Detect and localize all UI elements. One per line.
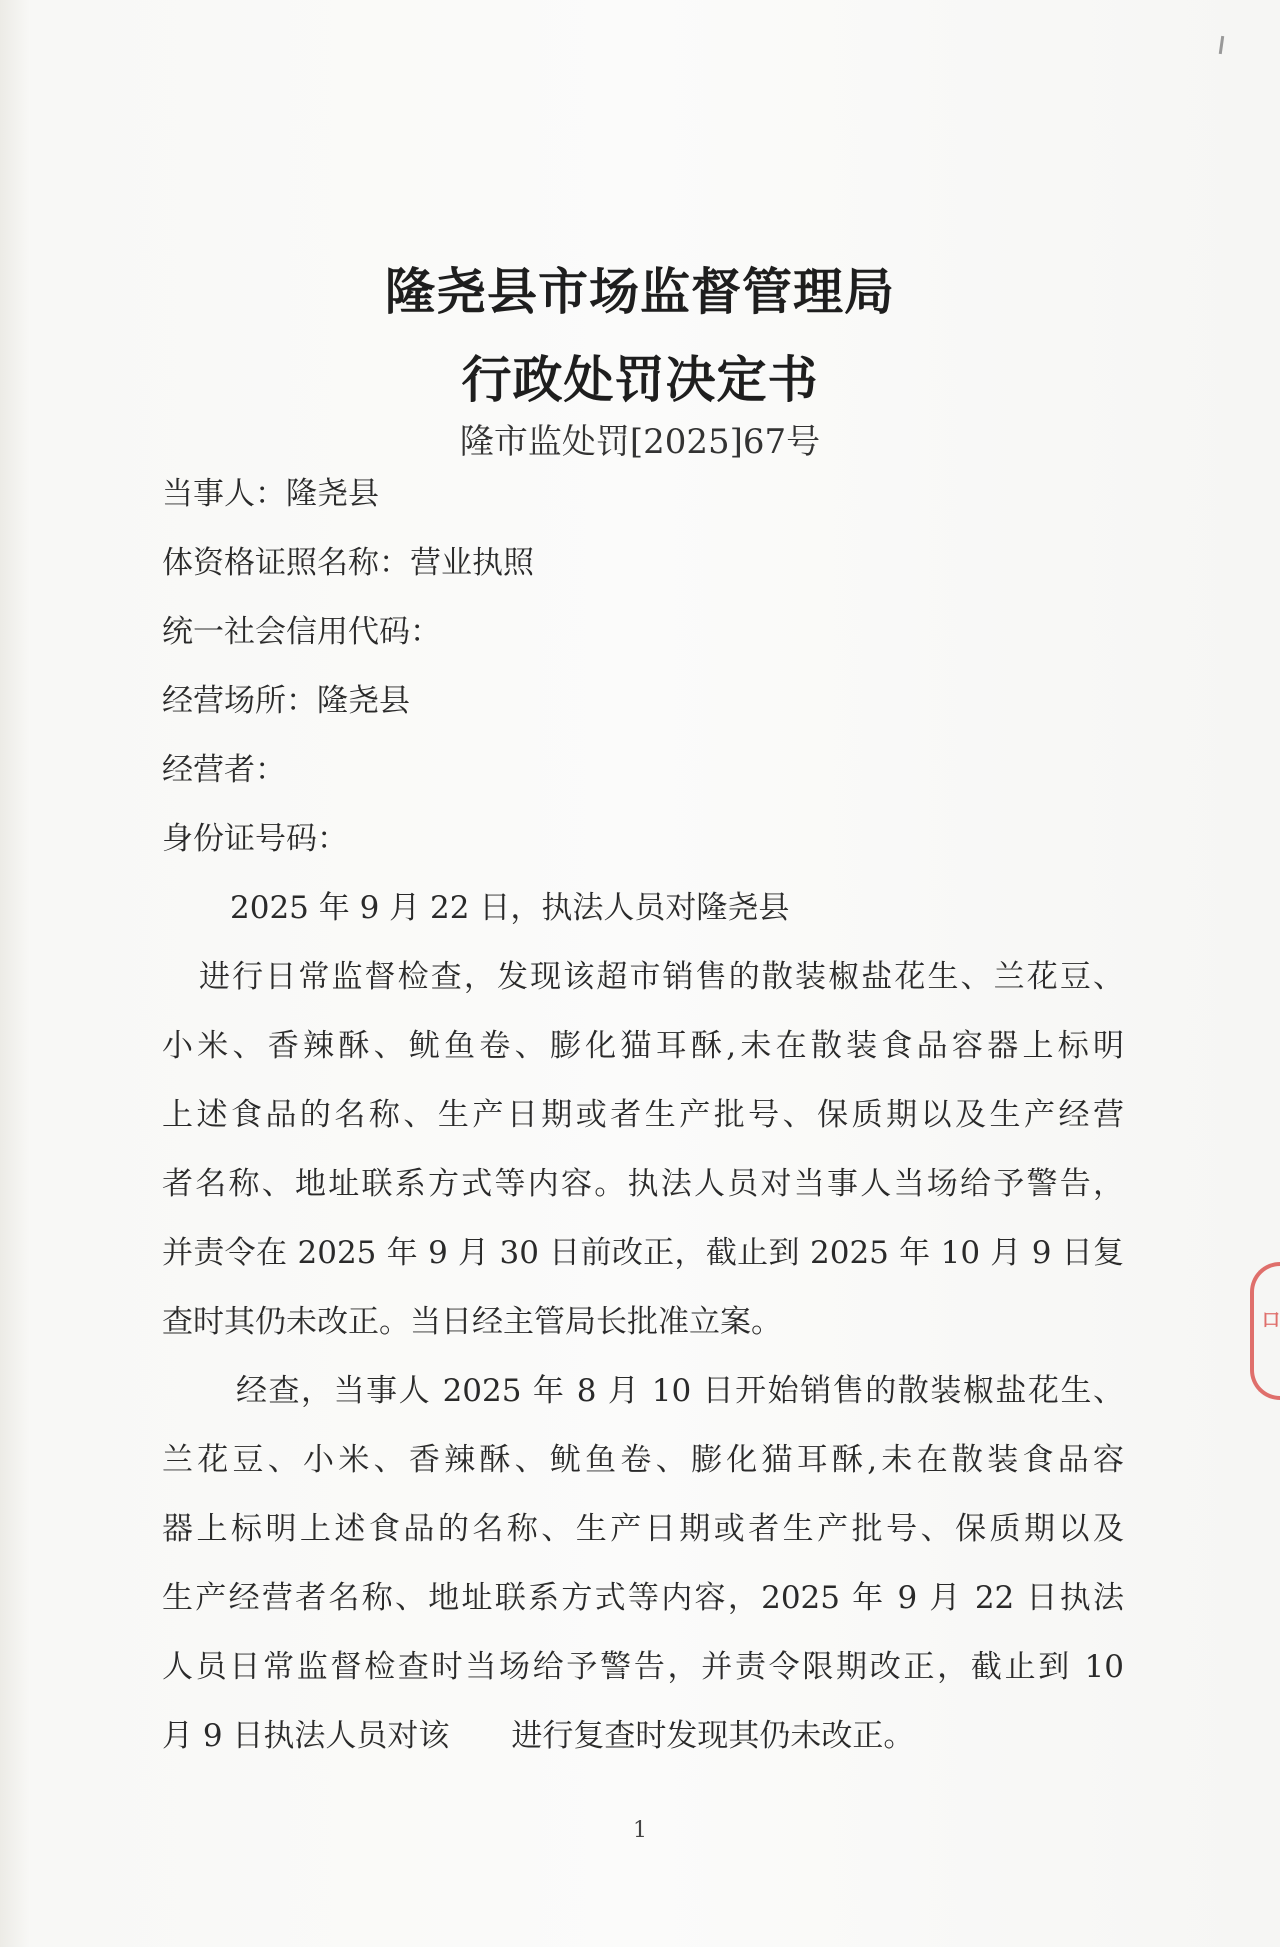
paragraph-line: 兰花豆、小米、香辣酥、鱿鱼卷、膨化猫耳酥,未在散装食品容 bbox=[162, 1442, 1124, 1478]
official-seal-fragment bbox=[1250, 1262, 1280, 1400]
paragraph-line: 上述食品的名称、生产日期或者生产批号、保质期以及生产经营 bbox=[162, 1097, 1124, 1133]
scan-mark bbox=[1219, 36, 1224, 54]
field-license-name: 体资格证照名称：营业执照 bbox=[162, 545, 534, 581]
field-credit-code: 统一社会信用代码： bbox=[162, 614, 441, 650]
paragraph-line: 器上标明上述食品的名称、生产日期或者生产批号、保质期以及 bbox=[162, 1511, 1124, 1547]
document-number: 隆市监处罚[2025]67号 bbox=[459, 422, 821, 462]
field-premises: 经营场所：隆尧县 bbox=[162, 683, 410, 719]
paragraph-line: 2025 年 9 月 22 日，执法人员对隆尧县 bbox=[230, 890, 790, 926]
agency-title: 隆尧县市场监督管理局 bbox=[385, 262, 895, 321]
paragraph-line: 并责令在 2025 年 9 月 30 日前改正，截止到 2025 年 10 月 9 日复 bbox=[162, 1235, 1124, 1271]
page-number: 1 bbox=[633, 1818, 647, 1843]
paragraph-line: 人员日常监督检查时当场给予警告，并责令限期改正，截止到 10 bbox=[162, 1649, 1124, 1685]
document-body bbox=[162, 460, 1124, 1771]
paragraph-line: 进行日常监督检查，发现该超市销售的散装椒盐花生、兰花豆、 bbox=[199, 959, 1124, 995]
paragraph-line: 生产经营者名称、地址联系方式等内容，2025 年 9 月 22 日执法 bbox=[162, 1580, 1124, 1616]
paragraph-line: 者名称、地址联系方式等内容。执法人员对当事人当场给予警告， bbox=[162, 1166, 1124, 1202]
paragraph-line: 月 9 日执法人员对该 进行复查时发现其仍未改正。 bbox=[162, 1718, 915, 1754]
field-operator: 经营者： bbox=[162, 752, 286, 788]
paragraph-line: 查时其仍未改正。当日经主管局长批准立案。 bbox=[162, 1304, 782, 1340]
paragraph-line: 小米、香辣酥、鱿鱼卷、膨化猫耳酥,未在散装食品容器上标明 bbox=[162, 1028, 1124, 1064]
seal-text: 口 bbox=[1262, 1310, 1280, 1331]
field-id-number: 身份证号码： bbox=[162, 821, 348, 857]
field-party: 当事人：隆尧县 bbox=[162, 476, 379, 512]
document-title: 行政处罚决定书 bbox=[461, 350, 819, 409]
paragraph-line: 经查，当事人 2025 年 8 月 10 日开始销售的散装椒盐花生、 bbox=[236, 1373, 1124, 1409]
